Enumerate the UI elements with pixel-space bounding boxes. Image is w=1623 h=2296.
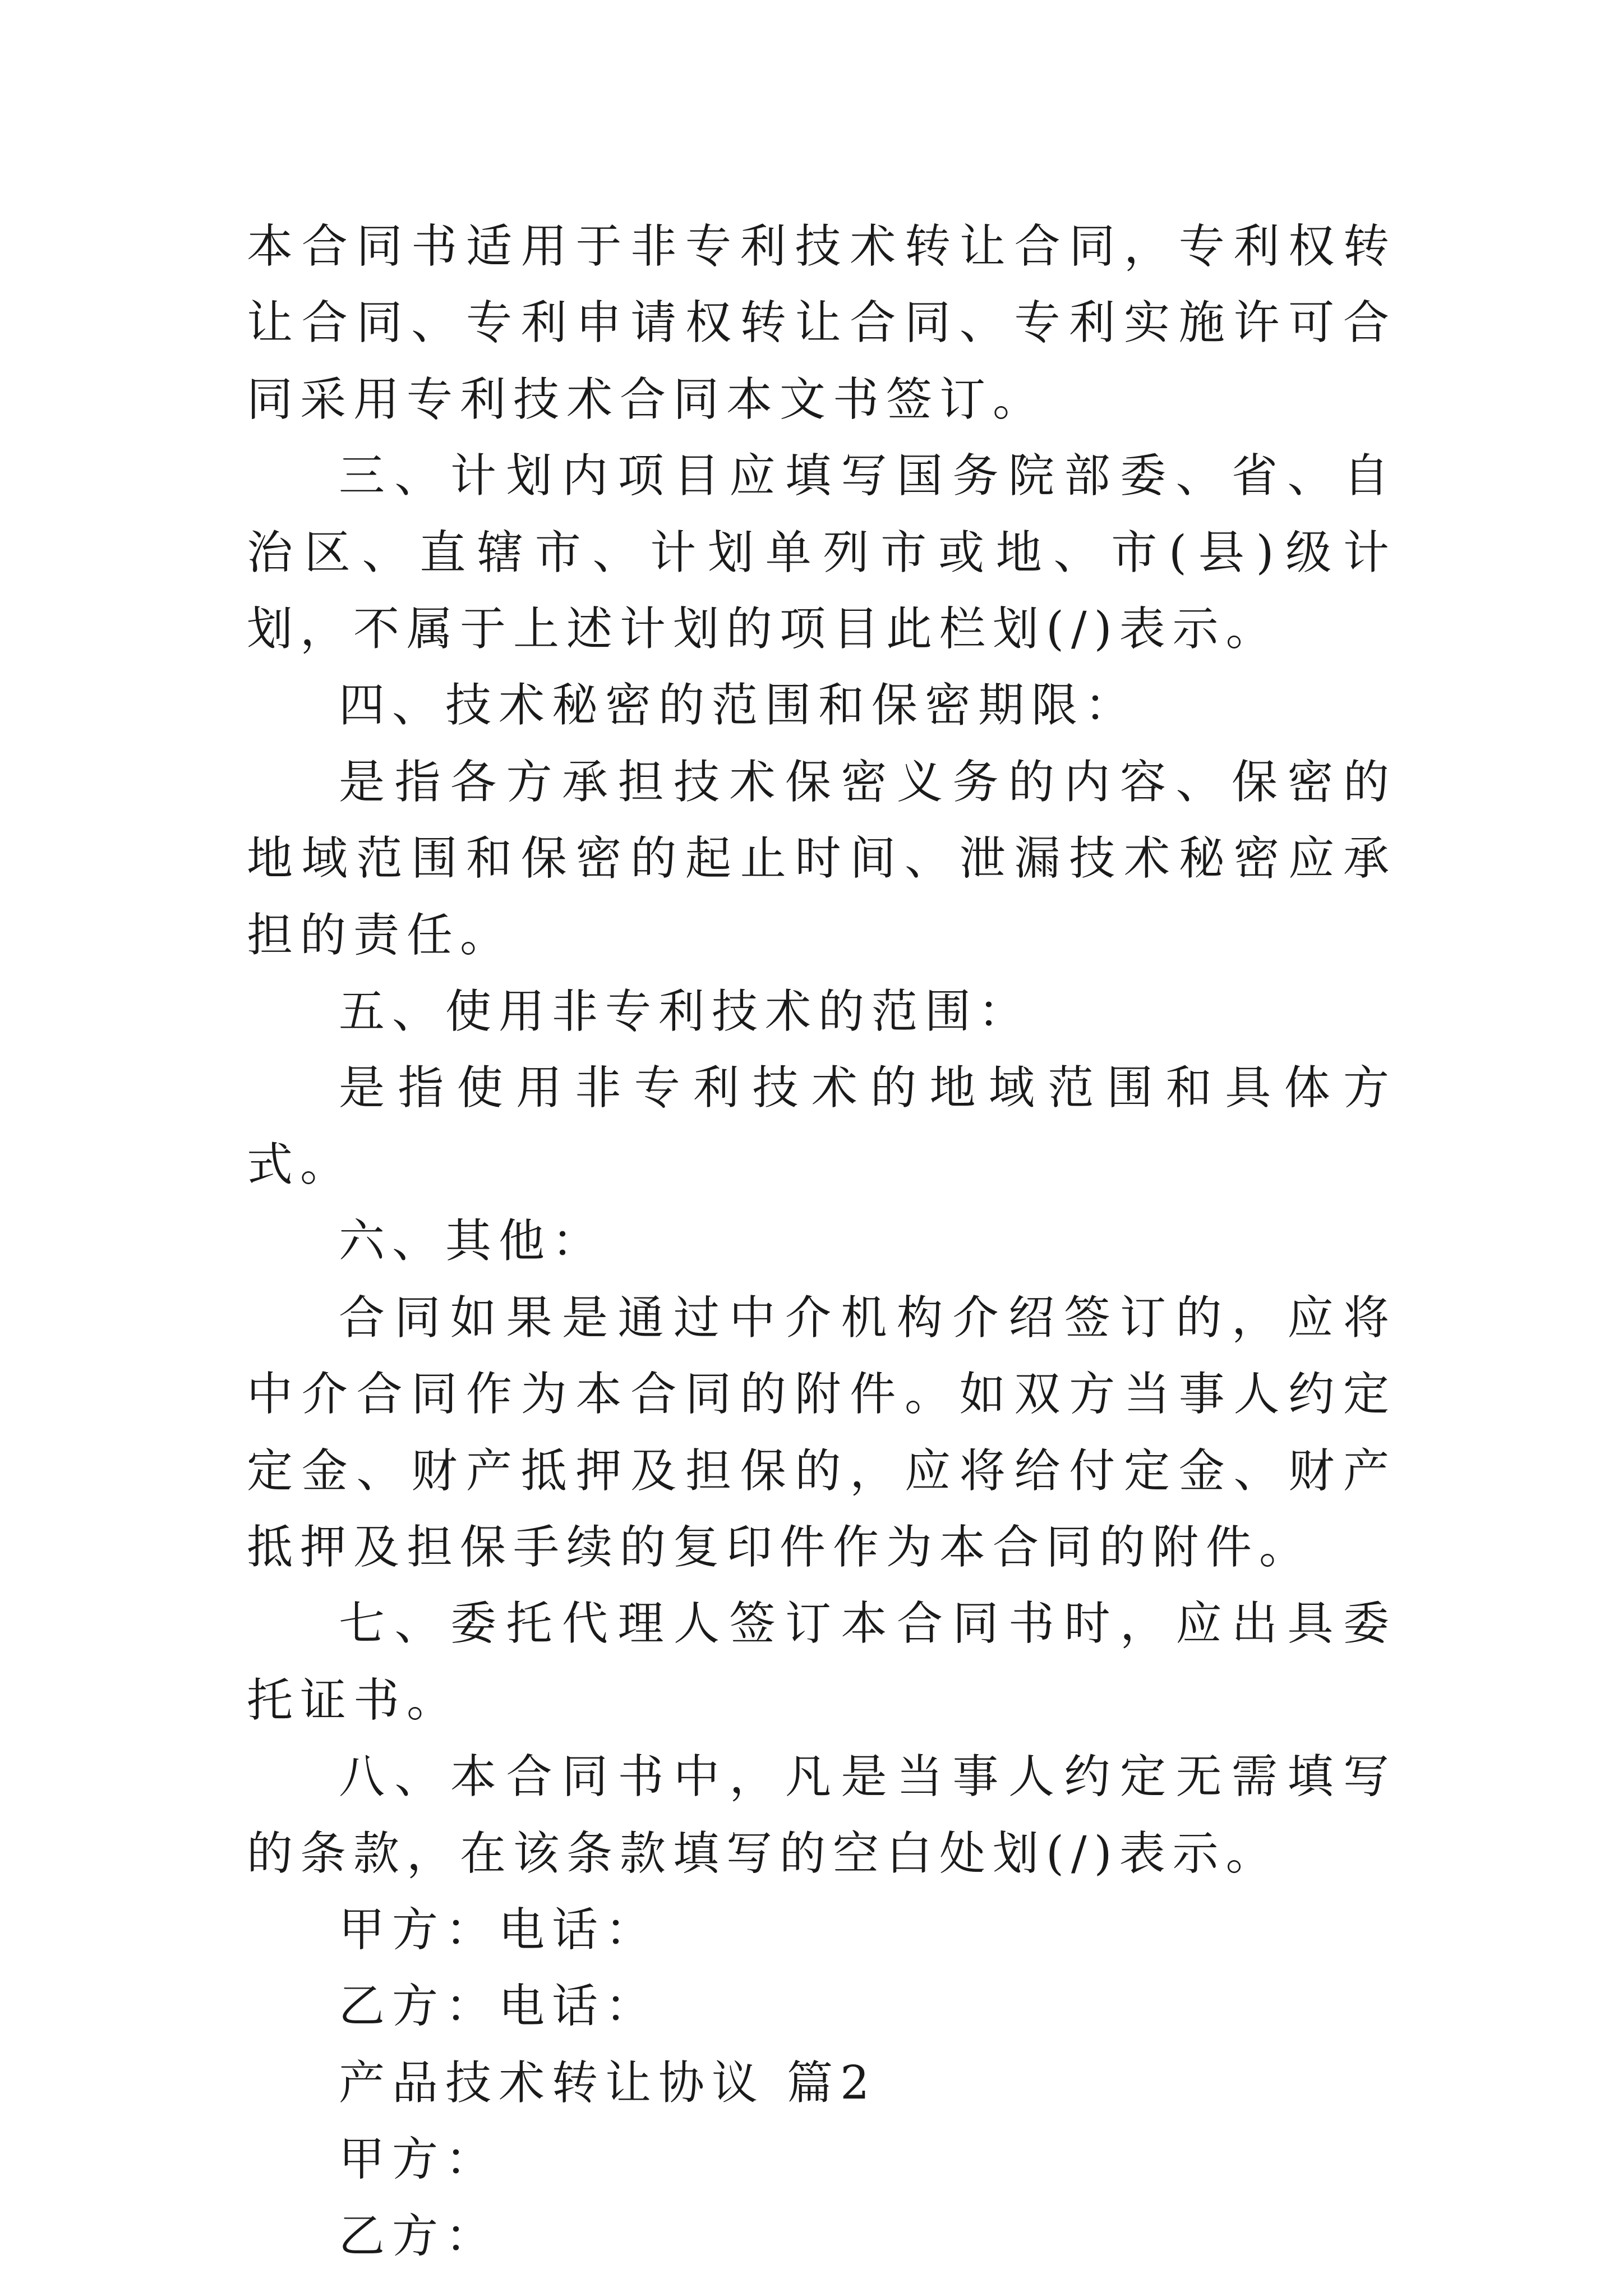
party-b-phone-line: 乙方：电话：	[339, 1980, 659, 2033]
party-a-phone-line: 甲方：电话：	[339, 1903, 659, 1957]
paragraph-section-5-body: 是指使用非专利技术的地域范围和具体方式。	[247, 1061, 1396, 1191]
paragraph-section-5-heading: 五、使用非专利技术的范围：	[339, 985, 1032, 1039]
paragraph-section-4-body: 是指各方承担技术保密义务的内容、保密的地域范围和保密的起止时间、泄漏技术秘密应承担的责任。	[247, 755, 1396, 962]
paragraph-section-4-heading: 四、技术秘密的范围和保密期限：	[339, 679, 1138, 733]
paragraph-section-7: 七、委托代理人签订本合同书时，应出具委托证书。	[247, 1597, 1396, 1727]
paragraph-section-6-body: 合同如果是通过中介机构介绍签订的，应将中介合同作为本合同的附件。如双方当事人约定定金、财产抵押及担保的，应将给付定金、财产抵押及担保手续的复印件作为本合同的附件。	[247, 1291, 1396, 1574]
party-b-line: 乙方：	[339, 2209, 499, 2263]
paragraph-section-3: 三、计划内项目应填写国务院部委、省、自治区、直辖市、计划单列市或地、市(县)级计划，不属于上述计划的项目此栏划(/)表示。	[247, 449, 1396, 656]
paragraph-section-6-heading: 六、其他：	[339, 1214, 606, 1268]
paragraph-scope: 本合同书适用于非专利技术转让合同，专利权转让合同、专利申请权转让合同、专利实施许可合同采用专利技术合同本文书签订。	[247, 220, 1396, 426]
document-body	[247, 209, 1396, 2275]
paragraph-section-8: 八、本合同书中，凡是当事人约定无需填写的条款，在该条款填写的空白处划(/)表示。	[247, 1750, 1396, 1880]
agreement-title-part-2: 产品技术转让协议 篇2	[339, 2056, 877, 2110]
party-a-line: 甲方：	[339, 2133, 499, 2187]
